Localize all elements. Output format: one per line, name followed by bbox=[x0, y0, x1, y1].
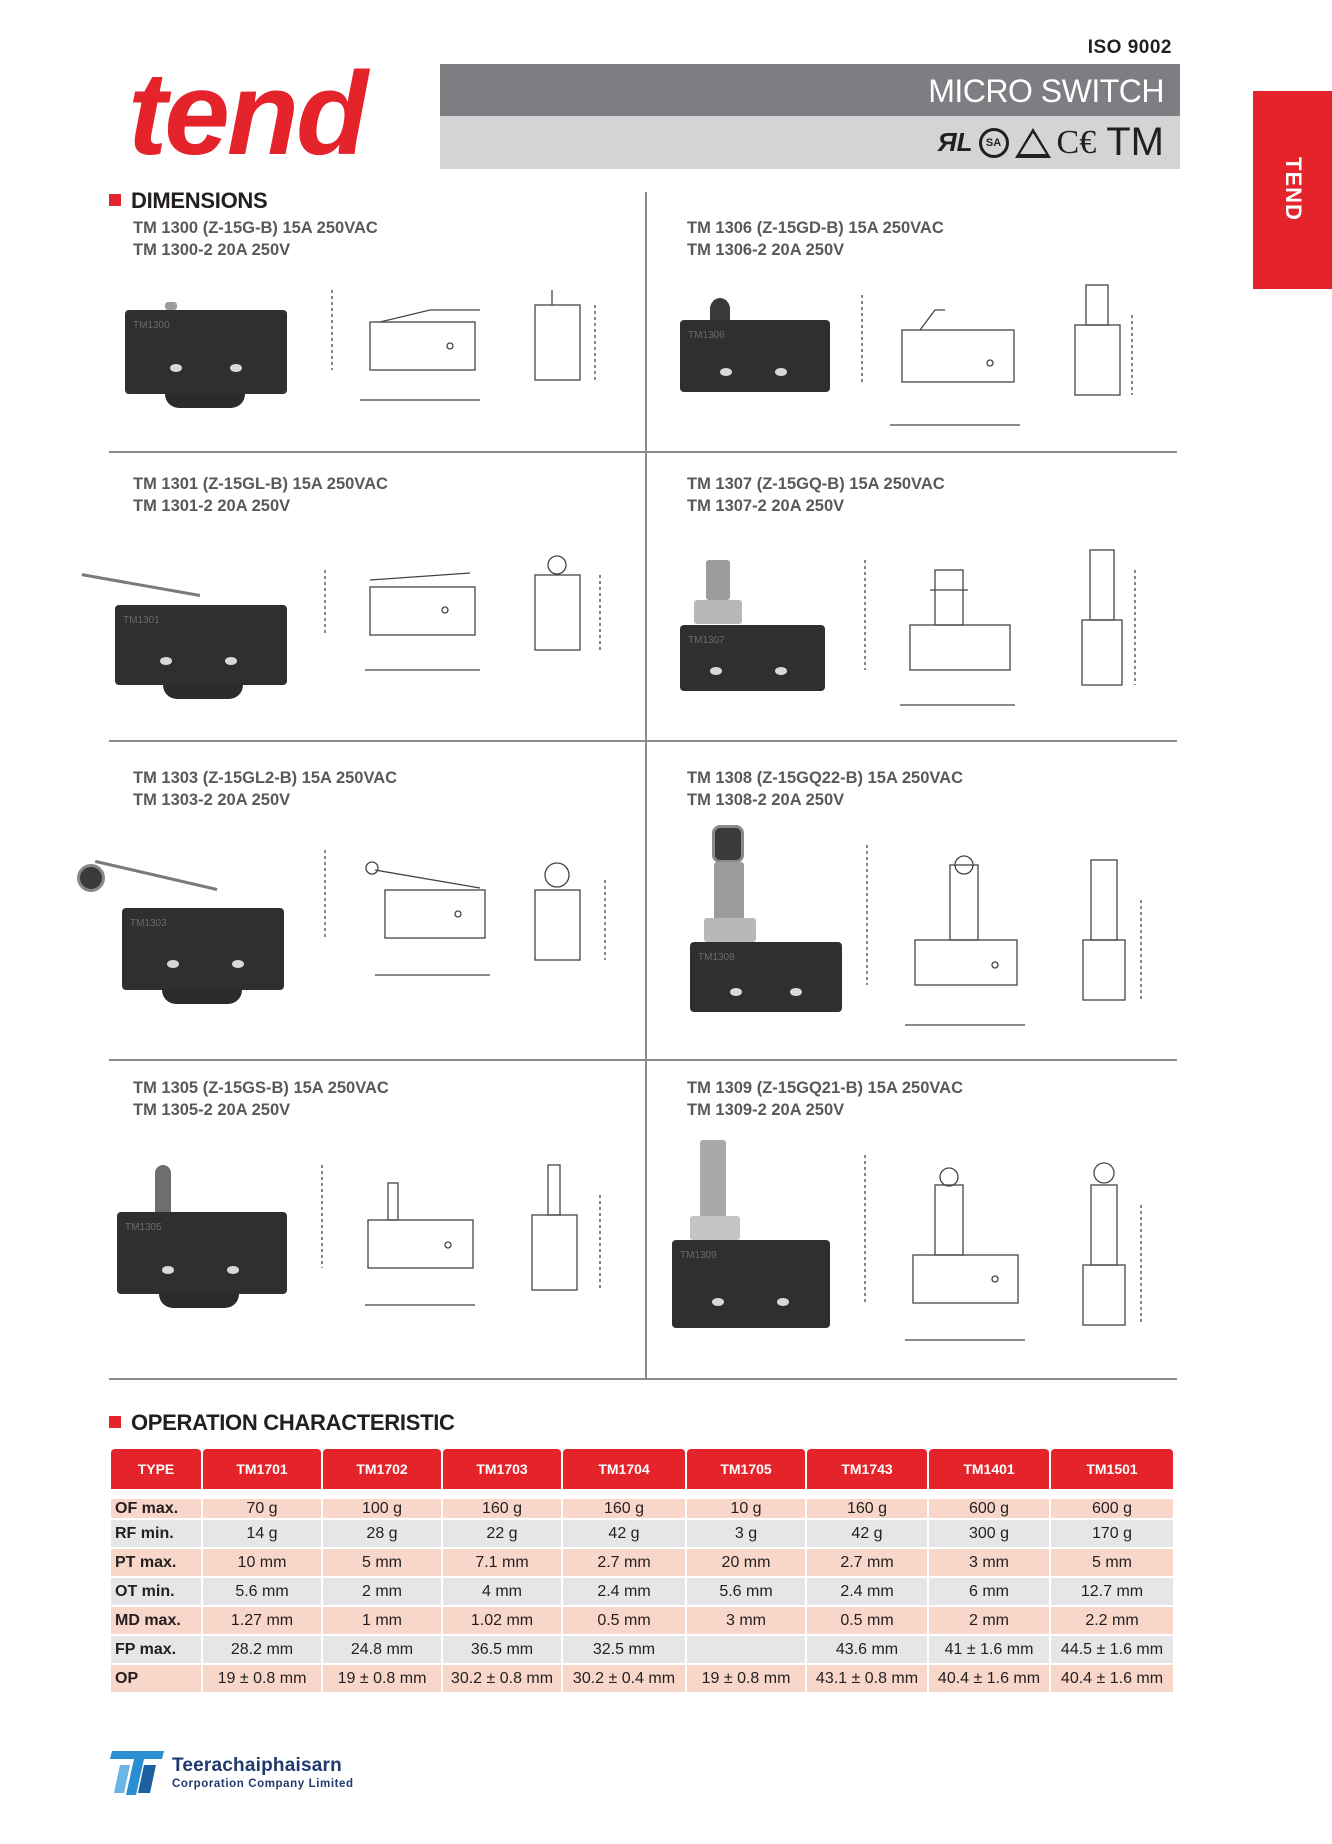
switch-photo: TM1305 bbox=[117, 1212, 287, 1294]
switch-photo: TM1306 bbox=[680, 320, 830, 392]
switch-plunger bbox=[700, 1140, 726, 1220]
model-heading: TM 1307 (Z-15GQ-B) 15A 250VAC TM 1307-2 20A 250V bbox=[687, 475, 945, 515]
table-header-cell: TM1701 bbox=[203, 1449, 321, 1489]
table-header-cell: TM1743 bbox=[807, 1449, 927, 1489]
table-header-row bbox=[111, 1449, 1173, 1489]
dimension-drawing bbox=[310, 830, 630, 990]
grid-divider-vertical bbox=[645, 192, 647, 1380]
dimension-drawing bbox=[850, 540, 1170, 720]
table-header-cell: TM1705 bbox=[687, 1449, 805, 1489]
table-row: OT min. 5.6 mm 2 mm 4 mm 2.4 mm 5.6 mm 2.4 mm 6 mm 12.7 mm bbox=[111, 1578, 1173, 1605]
dimension-drawing bbox=[310, 1155, 630, 1315]
operation-table bbox=[109, 1447, 1175, 1694]
model-heading: TM 1306 (Z-15GD-B) 15A 250VAC TM 1306-2 20A 250V bbox=[687, 219, 944, 259]
ce-cert-icon: C€ bbox=[1056, 123, 1097, 161]
switch-lever bbox=[82, 573, 201, 597]
switch-photo: TM1303 bbox=[122, 908, 284, 990]
table-header-cell: TM1704 bbox=[563, 1449, 685, 1489]
table-row: PT max. 10 mm 5 mm 7.1 mm 2.7 mm 20 mm 2.7 mm 3 mm 5 mm bbox=[111, 1549, 1173, 1576]
table-header-cell: TM1702 bbox=[323, 1449, 441, 1489]
switch-plunger bbox=[155, 1165, 171, 1215]
table-header-cell: TM1401 bbox=[929, 1449, 1049, 1489]
table-header-cell: TYPE bbox=[111, 1449, 201, 1489]
switch-lever bbox=[95, 860, 217, 891]
operation-title: OPERATION CHARACTERISTIC bbox=[109, 1410, 455, 1436]
table-row: RF min. 14 g 28 g 22 g 42 g 3 g 42 g 300 g 170 g bbox=[111, 1520, 1173, 1547]
table-row: FP max. 28.2 mm 24.8 mm 36.5 mm 32.5 mm 43.6 mm 41 ± 1.6 mm 44.5 ± 1.6 mm bbox=[111, 1636, 1173, 1663]
switch-nut bbox=[694, 600, 742, 624]
side-tab bbox=[1253, 91, 1332, 289]
grid-divider bbox=[109, 451, 1177, 453]
switch-photo: TM1301 bbox=[115, 605, 287, 685]
switch-photo: TM1300 bbox=[125, 310, 287, 394]
model-heading: TM 1305 (Z-15GS-B) 15A 250VAC TM 1305-2 20A 250V bbox=[133, 1079, 389, 1119]
switch-photo: TM1309 bbox=[672, 1240, 830, 1328]
ul-cert-icon: ЯL bbox=[937, 127, 973, 157]
table-header-cell: TM1501 bbox=[1051, 1449, 1173, 1489]
company-logo-icon bbox=[108, 1745, 168, 1799]
switch-photo: TM1307 bbox=[680, 625, 825, 691]
model-heading: TM 1301 (Z-15GL-B) 15A 250VAC TM 1301-2 20A 250V bbox=[133, 475, 388, 515]
dimension-drawing bbox=[855, 1145, 1175, 1345]
dimension-drawing bbox=[855, 830, 1175, 1030]
model-heading: TM 1300 (Z-15G-B) 15A 250VAC TM 1300-2 20A 250V bbox=[133, 219, 378, 259]
tm-label: TM bbox=[1106, 120, 1164, 164]
table-row: OF max. 70 g 100 g 160 g 160 g 10 g 160 g 600 g 600 g bbox=[111, 1491, 1173, 1518]
switch-roller bbox=[77, 864, 105, 892]
switch-plunger bbox=[706, 560, 730, 600]
grid-divider bbox=[109, 1059, 1177, 1061]
dimension-drawing bbox=[310, 535, 630, 685]
model-heading: TM 1309 (Z-15GQ21-B) 15A 250VAC TM 1309-2 20A 250V bbox=[687, 1079, 964, 1119]
switch-nut bbox=[704, 918, 756, 942]
page-title: MICRO SWITCH bbox=[440, 64, 1180, 116]
brand-logo: tend bbox=[128, 48, 366, 180]
dimension-drawing bbox=[850, 275, 1170, 435]
company-name-block bbox=[172, 1755, 354, 1790]
cert-bar bbox=[440, 116, 1180, 169]
company-name: Teerachaiphaisarn bbox=[172, 1755, 342, 1776]
switch-nut bbox=[690, 1216, 740, 1240]
model-heading: TM 1303 (Z-15GL2-B) 15A 250VAC TM 1303-2 20A 250V bbox=[133, 769, 398, 809]
csa-cert-icon: SA bbox=[979, 128, 1009, 158]
switch-roller bbox=[712, 825, 744, 863]
switch-plunger bbox=[714, 862, 744, 924]
table-row: OP 19 ± 0.8 mm 19 ± 0.8 mm 30.2 ± 0.8 mm 30.2 ± 0.4 mm 19 ± 0.8 mm 43.1 ± 0.8 mm 40.4 ± 1.6 mm 40.4 ± 1.6 mm bbox=[111, 1665, 1173, 1692]
dimension-drawing bbox=[320, 280, 610, 420]
tuv-cert-icon bbox=[1015, 128, 1051, 158]
iso-label: ISO 9002 bbox=[1087, 37, 1172, 58]
model-heading: TM 1308 (Z-15GQ22-B) 15A 250VAC TM 1308-2 20A 250V bbox=[687, 769, 964, 809]
switch-photo: TM1308 bbox=[690, 942, 842, 1012]
side-tab-label: TEND bbox=[1281, 157, 1306, 221]
dimensions-title: DIMENSIONS bbox=[109, 188, 267, 214]
company-subtitle: Corporation Company Limited bbox=[172, 1778, 354, 1790]
grid-divider bbox=[109, 740, 1177, 742]
table-header-cell: TM1703 bbox=[443, 1449, 561, 1489]
table-row: MD max. 1.27 mm 1 mm 1.02 mm 0.5 mm 3 mm 0.5 mm 2 mm 2.2 mm bbox=[111, 1607, 1173, 1634]
grid-divider bbox=[109, 1378, 1177, 1380]
